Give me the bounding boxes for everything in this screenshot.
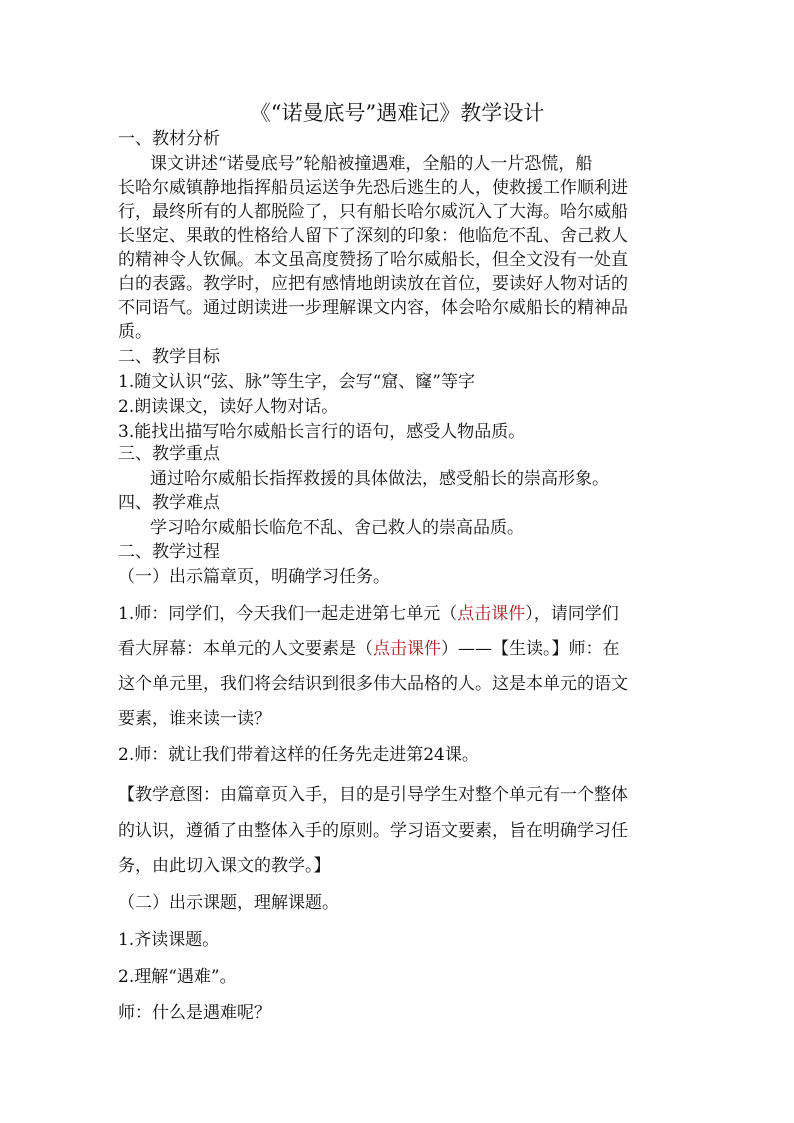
click-courseware-note: 点击课件 (457, 604, 526, 624)
click-courseware-note: 点击课件 (373, 639, 441, 659)
document-title: 《“诺曼底号”遇难记》教学设计 (249, 101, 545, 125)
difficulties-text: 学习哈尔威船长临危不乱、舍己救人的崇高品质。 (150, 518, 524, 538)
process-item: 2.理解“遇难”。 (118, 967, 237, 987)
process-item: 师：什么是遇难呢？ (118, 1003, 271, 1023)
analysis-line: 长哈尔威镇静地指挥船员运送争先恐后逃生的人，使救援工作顺利进 (118, 178, 628, 198)
goal-item: 1.随文认识“弦、脉”等生字，会写“窟、窿”等字 (118, 372, 475, 392)
section-heading-key-points: 三、教学重点 (118, 444, 220, 464)
teaching-intent-line: 的认识，遵循了由整体入手的原则。学习语文要素，旨在明确学习任 (118, 821, 628, 841)
process-paragraph-line (118, 638, 678, 660)
section-heading-textbook-analysis: 一、教材分析 (118, 129, 220, 149)
process-paragraph-line (118, 603, 678, 625)
key-points-text: 通过哈尔威船长指挥救援的具体做法，感受船长的崇高形象。 (150, 469, 609, 489)
process-step-two: （二）出示课题，理解课题。 (118, 893, 339, 913)
teaching-intent-line: 务，由此切入课文的教学。】 (118, 856, 331, 876)
analysis-line: 的精神令人钦佩。本文虽高度赞扬了哈尔威船长，但全文没有一处直 (118, 250, 628, 270)
section-heading-difficulties: 四、教学难点 (118, 493, 220, 513)
section-heading-teaching-goals: 二、教学目标 (118, 347, 220, 367)
analysis-line: 白的表露。教学时，应把有感情地朗读放在首位，要读好人物对话的 (118, 274, 628, 294)
process-item: 1.齐读课题。 (118, 930, 220, 950)
process-step-one: （一）出示篇章页，明确学习任务。 (118, 567, 390, 587)
goal-item: 2.朗读课文，读好人物对话。 (118, 397, 339, 417)
analysis-line: 课文讲述“诺曼底号”轮船被撞遇难，全船的人一片恐慌，船 (150, 154, 593, 174)
analysis-line: 质。 (118, 322, 152, 342)
goal-item: 3.能找出描写哈尔威船长言行的语句，感受人物品质。 (118, 422, 526, 442)
process-text: 看大屏幕：本单元的人文要素是（ (118, 639, 373, 659)
analysis-line: 不同语气。通过朗读进一步理解课文内容，体会哈尔威船长的精神品 (118, 298, 628, 318)
process-text: ），请同学们 (525, 604, 619, 624)
process-text: ）——【生读。】师：在 (441, 639, 620, 659)
process-paragraph-line: 这个单元里，我们将会结识到很多伟大品格的人。这是本单元的语文 (118, 674, 628, 694)
process-paragraph-line: 要素，谁来读一读？ (118, 709, 271, 729)
analysis-line: 行，最终所有的人都脱险了，只有船长哈尔威沉入了大海。哈尔威船 (118, 202, 628, 222)
teaching-intent-line: 【教学意图：由篇章页入手，目的是引导学生对整个单元有一个整体 (118, 785, 628, 805)
process-paragraph-line: 2.师：就让我们带着这样的任务先走进第24课。 (118, 745, 479, 765)
analysis-line: 长坚定、果敢的性格给人留下了深刻的印象：他临危不乱、舍己救人 (118, 226, 628, 246)
section-heading-teaching-process: 二、教学过程 (118, 542, 220, 562)
process-text: 1.师：同学们，今天我们一起走进第七单元（ (118, 604, 458, 624)
